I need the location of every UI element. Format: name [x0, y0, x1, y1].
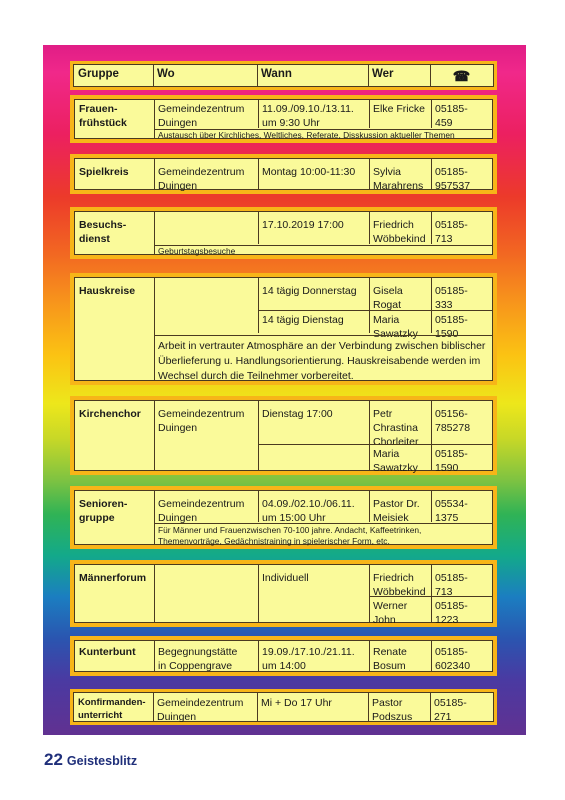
group-note-line1: Für Männer und Frauenzwischen 70-100 jahre. Andacht, Kaffeetrinken,: [158, 525, 422, 535]
phone-row1-line2: 333: [435, 299, 453, 311]
location-line1: Gemeindezentrum: [157, 697, 244, 709]
contact-line1: Pastor Dr.: [373, 498, 420, 510]
location-line1: Begegnungstätte: [158, 646, 238, 658]
phone-row2-line2: 1590: [435, 328, 459, 340]
rainbow-background: [43, 45, 526, 735]
phone-line2: 713: [435, 233, 453, 245]
group-note: Austausch über Kirchliches, Weltliches, Referate, Disskussion aktueller Themen: [158, 130, 455, 140]
contact-line1: Sylvia: [373, 166, 402, 178]
phone-line2: 602340: [435, 660, 471, 672]
location-line1: Gemeindezentrum: [158, 166, 245, 178]
phone-row1-line2: 785278: [435, 422, 471, 434]
page-number: 22: [44, 750, 63, 769]
time: Individuell: [262, 572, 309, 584]
contact-row2-line2: John: [373, 614, 396, 626]
contact-name: Elke Fricke: [373, 103, 425, 115]
group-note-line3: Wechsel durch die Teilnehmer vorbereitet.: [158, 370, 354, 382]
group-name-line2: gruppe: [79, 512, 115, 524]
phone-line1: 05185-: [435, 646, 468, 658]
location-line2: Duingen: [157, 711, 197, 723]
phone-row2-line2: 1223: [435, 614, 459, 626]
header-wo: Wo: [157, 68, 175, 80]
phone-line1: 05185-: [434, 697, 467, 709]
location-line2: in Coppengrave: [158, 660, 233, 672]
group-name: Kunterbunt: [79, 646, 136, 658]
phone-line1: 05185-: [435, 219, 468, 231]
location-line1: Gemeindezentrum: [158, 498, 245, 510]
header-gruppe: Gruppe: [78, 68, 119, 80]
phone-row1-line1: 05156-: [435, 408, 468, 420]
phone-row1-line1: 05185-: [435, 572, 468, 584]
header-wann: Wann: [261, 68, 292, 80]
group-name: Kirchenchor: [79, 408, 141, 420]
group-konfirmandenunterricht: [70, 689, 497, 725]
group-note-line1: Arbeit in vertrauter Atmosphäre an der Verbindung zwischen biblischer: [158, 340, 486, 352]
contact-line1: Friedrich: [373, 219, 414, 231]
group-note-line2: Themenvorträge, Gedächnistraining in spielerischer Form, etc.: [158, 536, 390, 546]
contact-row1-line2: Wöbbekind: [373, 586, 426, 598]
phone-line2: 271: [434, 711, 452, 723]
page-footer: [44, 750, 137, 770]
location-line1: Gemeindezentrum: [158, 408, 245, 420]
time-line1: 19.09./17.10./21.11.: [262, 646, 355, 658]
group-name-line2: dienst: [79, 233, 110, 245]
contact-line2: Meisiek: [373, 512, 409, 524]
contact-row1-line1: Friedrich: [373, 572, 414, 584]
contact-row1-line2: Chrastina: [373, 422, 418, 434]
contact-row1-line2: Rogat: [373, 299, 402, 311]
group-frauenfruehstueck: [70, 95, 497, 143]
group-name-line1: Senioren-: [79, 498, 128, 510]
phone-row1-line1: 05185-: [435, 285, 468, 297]
time: Montag 10:00-11:30: [262, 166, 356, 178]
group-name: Hauskreise: [79, 285, 136, 297]
contact-line2: Marahrens: [373, 180, 424, 192]
time-row1: 14 tägig Donnerstag: [262, 285, 357, 297]
time: 17.10.2019 17:00: [262, 219, 344, 231]
group-note: Geburtstagsbesuche: [158, 246, 236, 256]
contact-row2-line2: Sawatzky: [373, 462, 418, 474]
location-line1: Gemeindezentrum: [158, 103, 245, 115]
time-line2: um 14:00: [262, 660, 306, 672]
phone-line1: 05185-: [435, 103, 468, 115]
time-row2: 14 tägig Dienstag: [262, 314, 344, 326]
contact-row2-line2: Sawatzky: [373, 328, 418, 340]
group-note-line2: Überlieferung u. Handlungsorientierung. Hauskreisabende werden im: [158, 355, 481, 367]
group-spielkreis: [70, 154, 497, 194]
location-line2: Duingen: [158, 180, 198, 192]
group-hauskreise: [70, 273, 497, 385]
contact-line2: Podszus: [372, 711, 413, 723]
contact-row2-line1: Maria: [373, 448, 400, 460]
contact-row2-line1: Maria: [373, 314, 400, 326]
phone-row2-line1: 05185-: [435, 314, 468, 326]
contact-row1-line1: Gisela: [373, 285, 403, 297]
group-besuchsdienst: [70, 207, 497, 259]
phone-row2-line1: 05185-: [435, 600, 468, 612]
group-name: Spielkreis: [79, 166, 129, 178]
time-line1: 11.09./09.10./13.11.: [262, 103, 354, 115]
location-line2: Duingen: [158, 512, 198, 524]
magazine-title: Geistesblitz: [66, 754, 138, 768]
phone-line1: 05185-: [435, 166, 468, 178]
time-line2: um 9:30 Uhr: [262, 117, 320, 129]
group-name: Männerforum: [79, 572, 147, 584]
phone-line2: 957537: [435, 180, 471, 192]
group-name-line1: Frauen-: [79, 103, 118, 115]
table-header: [70, 61, 497, 90]
header-wer: Wer: [372, 68, 394, 80]
time: Mi + Do 17 Uhr: [261, 697, 332, 709]
phone-row2-line1: 05185-: [435, 448, 468, 460]
group-seniorengruppe: [70, 486, 497, 549]
group-name-line1: Besuchs-: [79, 219, 127, 231]
group-kunterbunt: [70, 636, 497, 676]
time-line2: um 15:00 Uhr: [262, 512, 326, 524]
contact-line2: Wöbbekind: [373, 233, 426, 245]
contact-row1-line1: Petr: [373, 408, 393, 420]
contact-row2-line1: Werner: [373, 600, 408, 612]
phone-row2-line2: 1590: [435, 462, 459, 474]
contact-line1: Pastor: [372, 697, 403, 709]
group-maennerforum: [70, 560, 497, 627]
location-line2: Duingen: [158, 117, 198, 129]
phone-row1-line2: 713: [435, 586, 453, 598]
group-name-line2: frühstück: [79, 117, 127, 129]
time-line1: 04.09./02.10./06.11.: [262, 498, 355, 510]
group-name-line1: Konfirmanden-: [78, 697, 146, 708]
group-name-line2: unterricht: [78, 710, 123, 721]
phone-line1: 05534-: [435, 498, 468, 510]
contact-row1-line3: Chorleiter: [373, 436, 419, 448]
phone-icon: ☎: [452, 68, 471, 84]
time: Dienstag 17:00: [262, 408, 333, 420]
location-line2: Duingen: [158, 422, 198, 434]
phone-line2: 459: [435, 117, 453, 129]
contact-line1: Renate: [373, 646, 407, 658]
phone-line2: 1375: [435, 512, 459, 524]
contact-line2: Bosum: [373, 660, 406, 672]
group-kirchenchor: [70, 396, 497, 475]
